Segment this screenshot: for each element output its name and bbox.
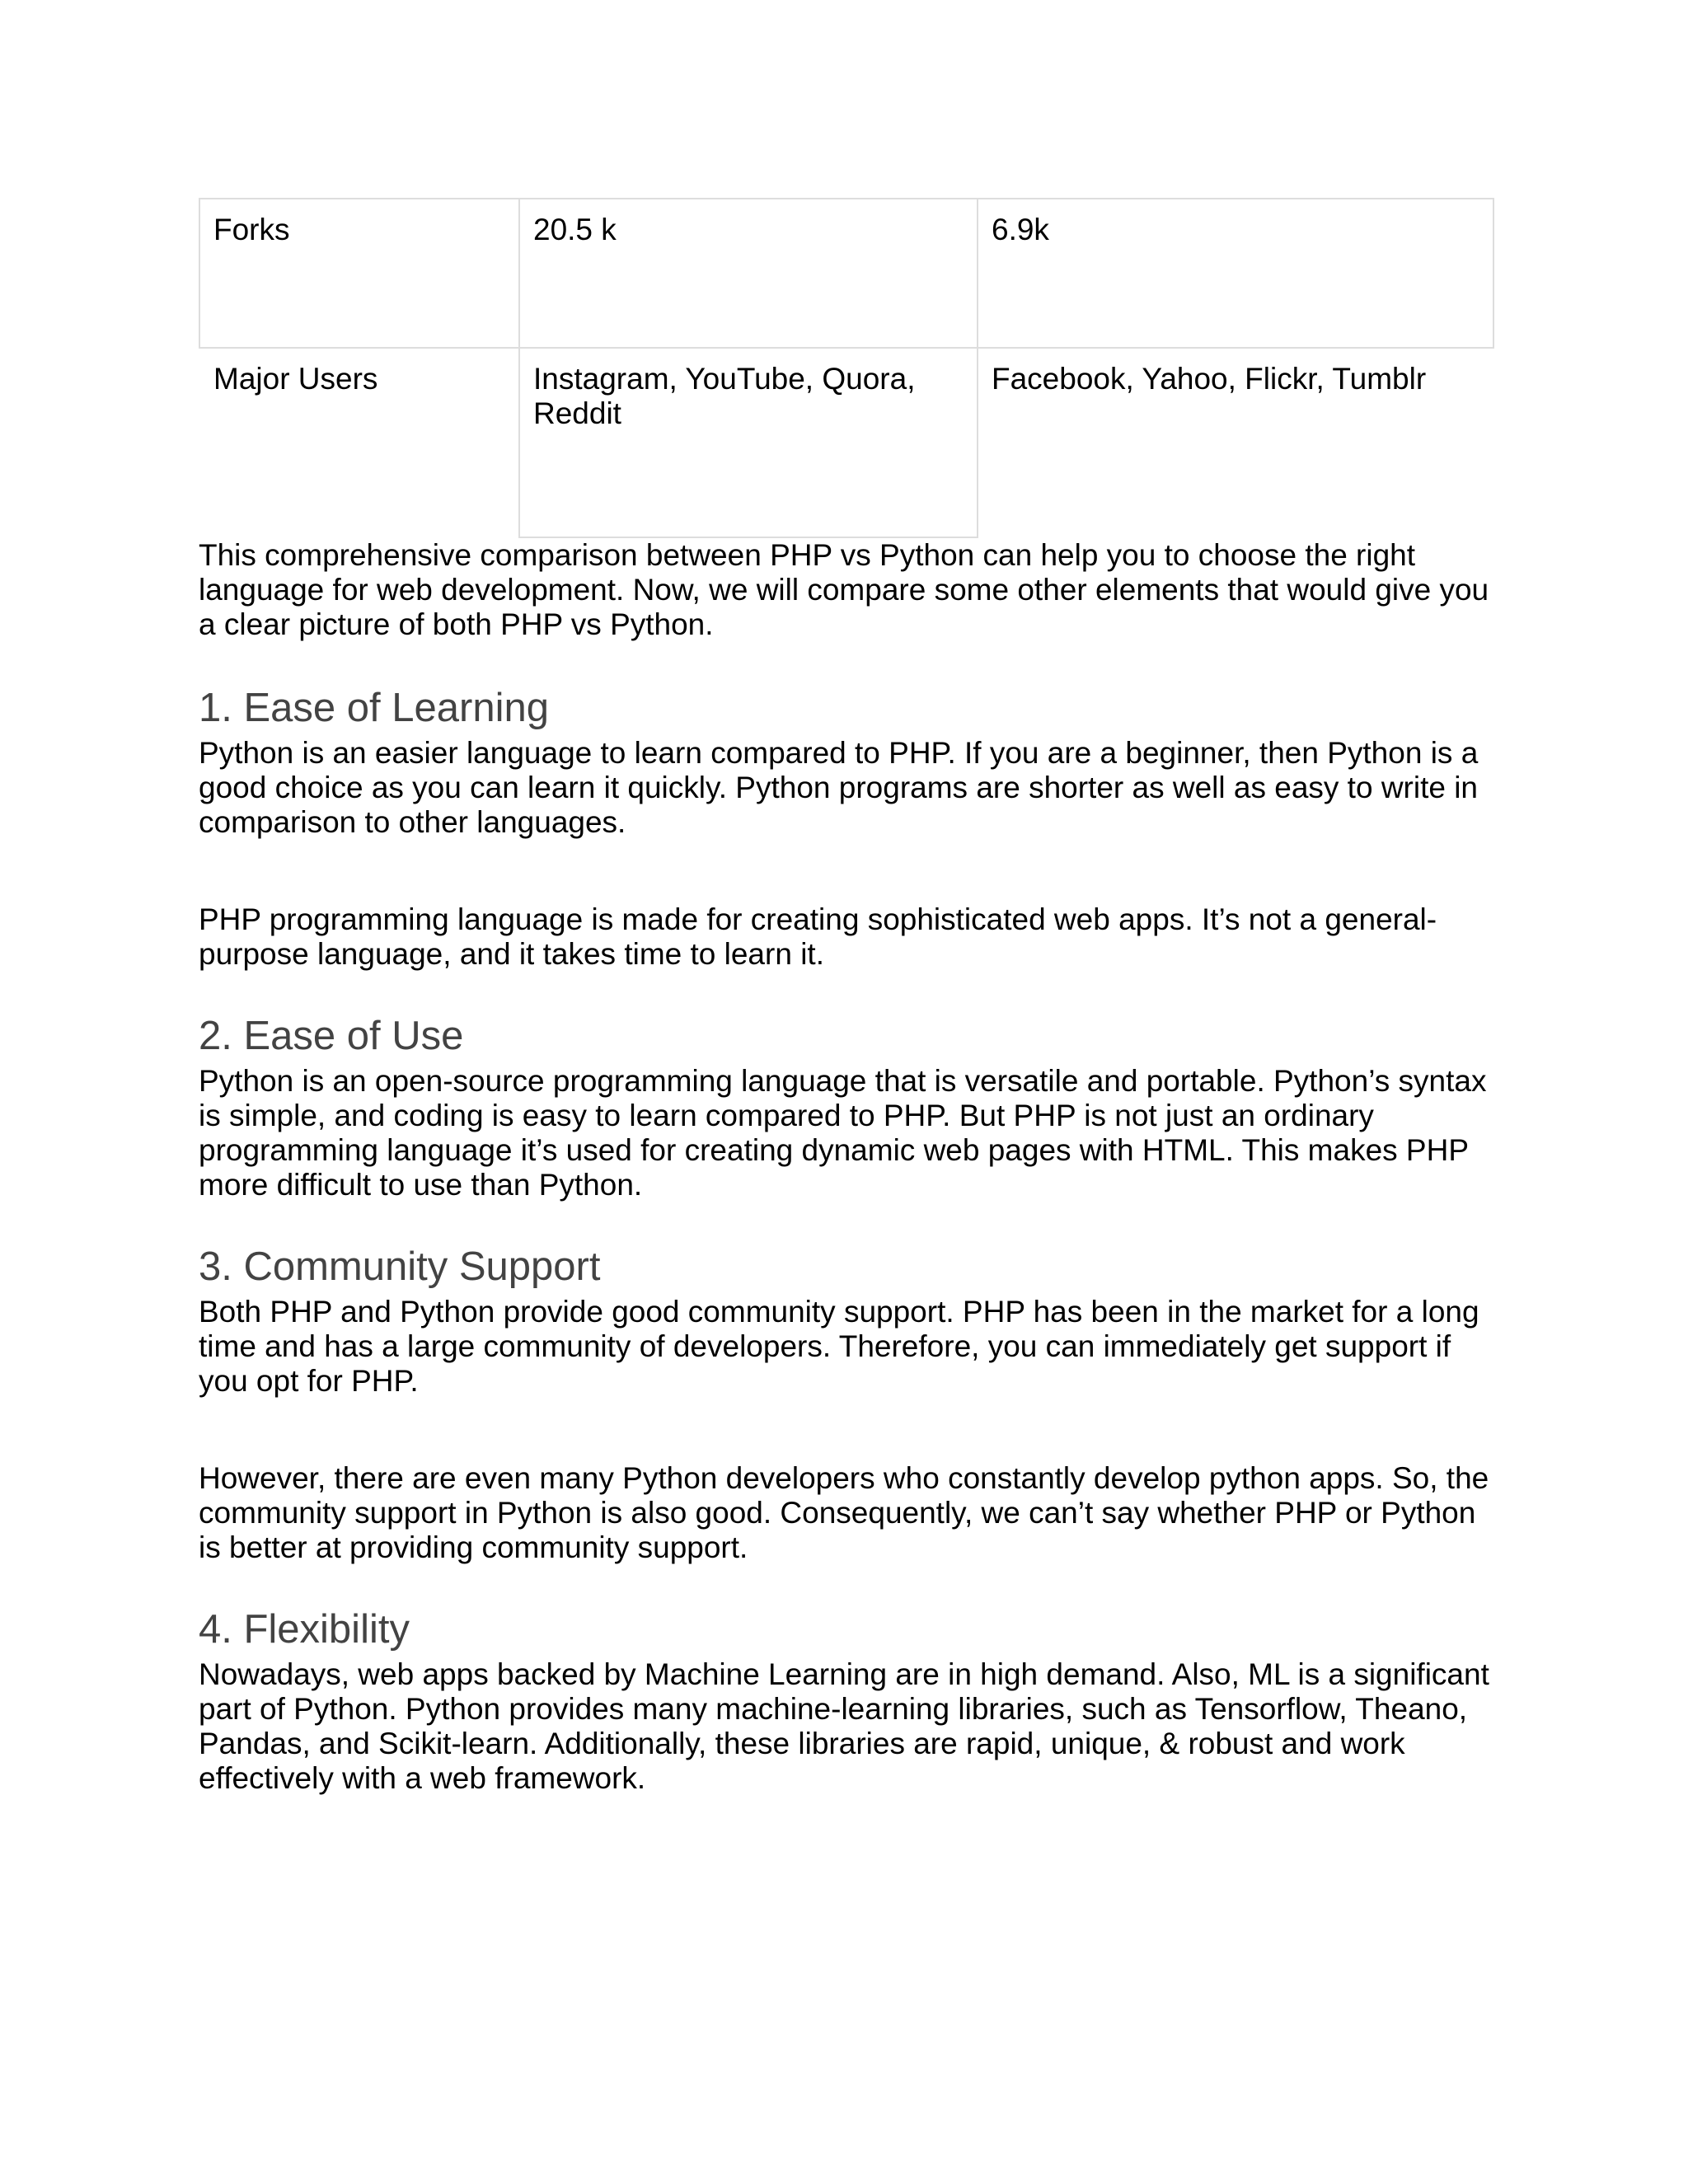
row-label-cell: Major Users	[199, 348, 519, 537]
paragraph: However, there are even many Python developers who constantly develop python apps. So, the community support in Python is also good. Consequently, we can’t say whether PHP or Python is better at providing community support.	[199, 1461, 1489, 1564]
paragraph: PHP programming language is made for creating sophisticated web apps. It’s not a general-purpose language, and it takes time to learn it.	[199, 902, 1437, 971]
comparison-table	[199, 198, 1494, 538]
paragraph: Python is an easier language to learn compared to PHP. If you are a beginner, then Python is a good choice as you can learn it quickly. Python programs are shorter as well as easy to write in comparison to other languages.	[199, 736, 1479, 839]
paragraph: Python is an open-source programming language that is versatile and portable. Python’s syntax is simple, and coding is easy to learn compared to PHP. But PHP is not just an ordinary programming language it’s used for creating dynamic web pages with HTML. This makes PHP more difficult to use than Python.	[199, 1064, 1487, 1202]
intro-paragraph: This comprehensive comparison between PHP vs Python can help you to choose the right language for web development. Now, we will compare some other elements that would give you a clear picture of both PHP vs Python.	[199, 538, 1489, 641]
paragraph: Both PHP and Python provide good community support. PHP has been in the market for a long time and has a large community of developers. Therefore, you can immediately get support if you opt for PHP.	[199, 1295, 1479, 1398]
php-value-cell: Facebook, Yahoo, Flickr, Tumblr	[978, 348, 1493, 537]
python-value-cell: Instagram, YouTube, Quora, Reddit	[519, 348, 978, 537]
row-label-cell: Forks	[199, 199, 519, 348]
section-heading-community-support: 3. Community Support	[199, 1244, 601, 1289]
table-row	[199, 199, 1493, 348]
php-value-cell: 6.9k	[978, 199, 1493, 348]
section-heading-flexibility: 4. Flexibility	[199, 1607, 410, 1652]
paragraph: Nowadays, web apps backed by Machine Learning are in high demand. Also, ML is a significant part of Python. Python provides many machine-learning libraries, such as Tensorflow, Theano, Pandas, and Scikit-learn. Additionally, these libraries are rapid, unique, & robust and work effectively with a web framework.	[199, 1657, 1489, 1795]
table-row	[199, 348, 1493, 537]
section-heading-ease-of-use: 2. Ease of Use	[199, 1014, 464, 1058]
section-heading-ease-of-learning: 1. Ease of Learning	[199, 686, 549, 730]
document-page	[199, 198, 1493, 1796]
python-value-cell: 20.5 k	[519, 199, 978, 348]
